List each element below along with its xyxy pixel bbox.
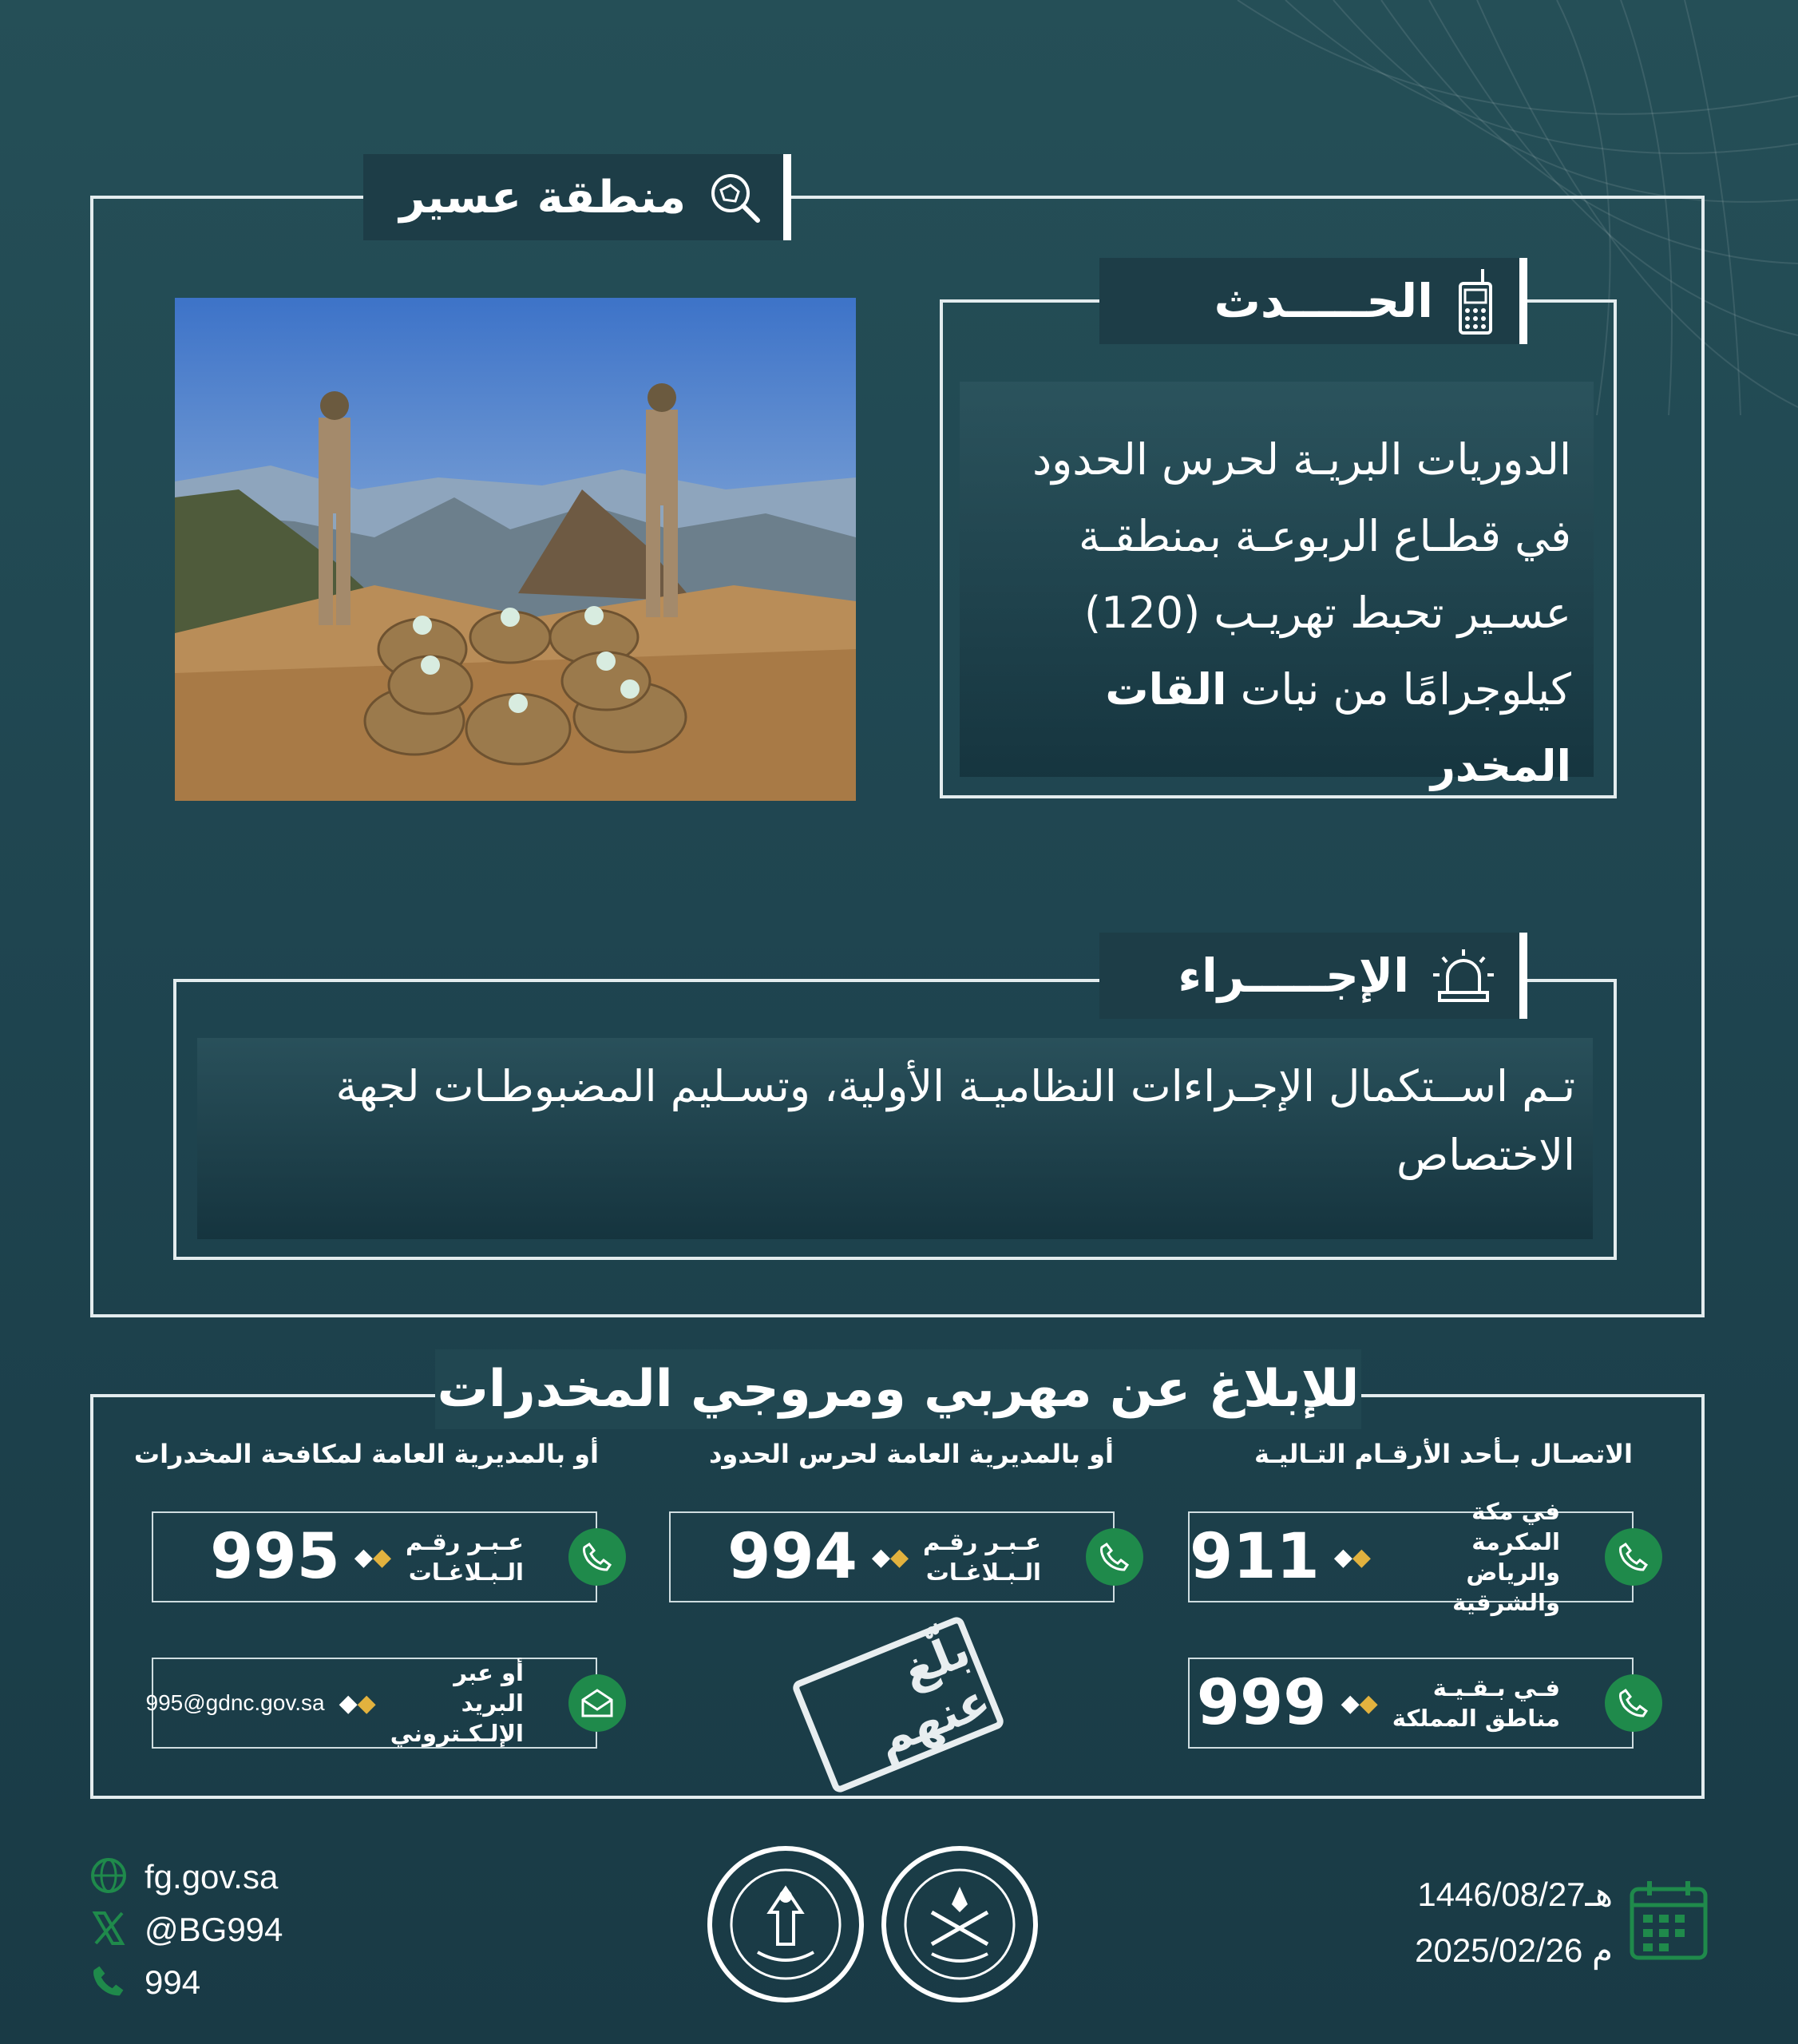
action-text: تـم اســتكمال الإجـراءات النظاميـة الأولية، وتسـليم المضبوطـات لجهة الاختصاص bbox=[335, 1061, 1575, 1180]
report-email-address[interactable]: 995@gdnc.gov.sa bbox=[145, 1690, 325, 1715]
report-995-label-line1: عـبـر رقـم bbox=[406, 1528, 524, 1555]
report-stamp-text: بلّغ عنهم bbox=[868, 1622, 998, 1768]
email-icon[interactable] bbox=[568, 1674, 626, 1732]
footer-phone[interactable]: 994 bbox=[145, 1963, 201, 2001]
report-999-box bbox=[1188, 1658, 1634, 1749]
report-999-label-line1: فـي بـقـيـة bbox=[1432, 1674, 1560, 1701]
diamond-arrow-icon: ◆◆ bbox=[354, 1543, 392, 1571]
footer-hijri-date: 1446/08/27هـ bbox=[1417, 1876, 1613, 1913]
footer-phone-row bbox=[90, 1956, 283, 2009]
phone-icon[interactable] bbox=[1086, 1528, 1143, 1586]
action-tab bbox=[1099, 933, 1527, 1019]
report-995-box bbox=[152, 1511, 597, 1602]
action-heading: الإجـــــراء bbox=[1178, 949, 1409, 1003]
event-text: الدوريات البريـة لحرس الحدود في قطـاع الربوعـة بمنطقـة عسـير تحبط تهريـب (120) كيلوجرامًا من نبات bbox=[1032, 434, 1571, 715]
siren-icon bbox=[1432, 948, 1495, 1004]
action-panel bbox=[197, 1038, 1593, 1239]
report-col1-title: الاتصـال بـأحد الأرقـام التـاليـة bbox=[1254, 1439, 1633, 1469]
border-guard-emblem bbox=[707, 1846, 864, 2002]
report-995-label-line2: الـبـلاغـات bbox=[408, 1559, 524, 1586]
event-panel bbox=[960, 382, 1594, 791]
diamond-arrow-icon: ◆◆ bbox=[1333, 1543, 1371, 1571]
report-911-box bbox=[1188, 1498, 1634, 1616]
phone-icon[interactable] bbox=[568, 1528, 626, 1586]
report-911-label-line1: في مكة المكرمة bbox=[1471, 1498, 1560, 1555]
diamond-arrow-icon: ◆◆ bbox=[339, 1689, 376, 1717]
report-911-label-line2: والرياض والشرقية bbox=[1452, 1559, 1560, 1616]
footer-gregorian-date: 2025/02/26 م bbox=[1415, 1931, 1613, 1969]
footer-dates bbox=[1309, 1867, 1613, 1979]
phone-icon[interactable] bbox=[1605, 1674, 1662, 1732]
event-tab bbox=[1099, 258, 1527, 344]
report-994-box bbox=[669, 1511, 1115, 1602]
report-col3-title: أو بالمديرية العامة لمكافحة المخدرات bbox=[133, 1439, 599, 1469]
report-999-number[interactable]: 999 bbox=[1196, 1667, 1327, 1739]
diamond-arrow-icon: ◆◆ bbox=[871, 1543, 909, 1571]
report-995-label bbox=[406, 1527, 524, 1587]
report-999-label bbox=[1392, 1673, 1560, 1733]
globe-icon bbox=[90, 1857, 127, 1897]
radio-device-icon bbox=[1455, 267, 1495, 335]
report-994-label-line1: عـبـر رقـم bbox=[923, 1528, 1041, 1555]
event-heading: الحـــــدث bbox=[1214, 274, 1433, 328]
footer-x-handle[interactable]: @BG994 bbox=[145, 1911, 283, 1948]
event-photo bbox=[175, 298, 856, 801]
report-994-label bbox=[923, 1527, 1041, 1587]
report-email-box bbox=[145, 1658, 597, 1749]
interior-ministry-emblem bbox=[881, 1846, 1038, 2002]
report-col2-title: أو بالمديرية العامة لحرس الحدود bbox=[708, 1439, 1114, 1469]
report-email-label bbox=[390, 1658, 524, 1749]
report-999-label-line2: مناطق المملكة bbox=[1392, 1705, 1560, 1732]
region-tab bbox=[363, 154, 791, 240]
footer-links bbox=[90, 1851, 283, 2009]
map-search-icon bbox=[708, 171, 761, 224]
region-title: منطقة عسير bbox=[399, 171, 686, 224]
footer-website-row bbox=[90, 1851, 283, 1903]
diamond-arrow-icon: ◆◆ bbox=[1341, 1689, 1378, 1717]
report-email-label-line2: الإلـكـتروني bbox=[390, 1720, 524, 1747]
footer-website[interactable]: fg.gov.sa bbox=[145, 1858, 279, 1895]
report-995-number[interactable]: 995 bbox=[210, 1521, 340, 1593]
report-email-label-line1: أو عبر البريد bbox=[453, 1659, 524, 1717]
calendar-icon bbox=[1629, 1878, 1709, 1964]
report-911-number[interactable]: 911 bbox=[1190, 1521, 1320, 1593]
report-994-number[interactable]: 994 bbox=[727, 1521, 857, 1593]
event-text-bold: القات المخدر bbox=[1105, 664, 1571, 791]
report-title: للإبلاغ عن مهربي ومروجي المخدرات bbox=[437, 1360, 1360, 1419]
phone-icon[interactable] bbox=[1605, 1528, 1662, 1586]
x-logo-icon bbox=[90, 1910, 127, 1950]
report-994-label-line2: الـبـلاغـات bbox=[925, 1559, 1041, 1586]
footer-x-row bbox=[90, 1903, 283, 1956]
phone-icon bbox=[90, 1963, 127, 2002]
report-911-label bbox=[1385, 1496, 1560, 1618]
